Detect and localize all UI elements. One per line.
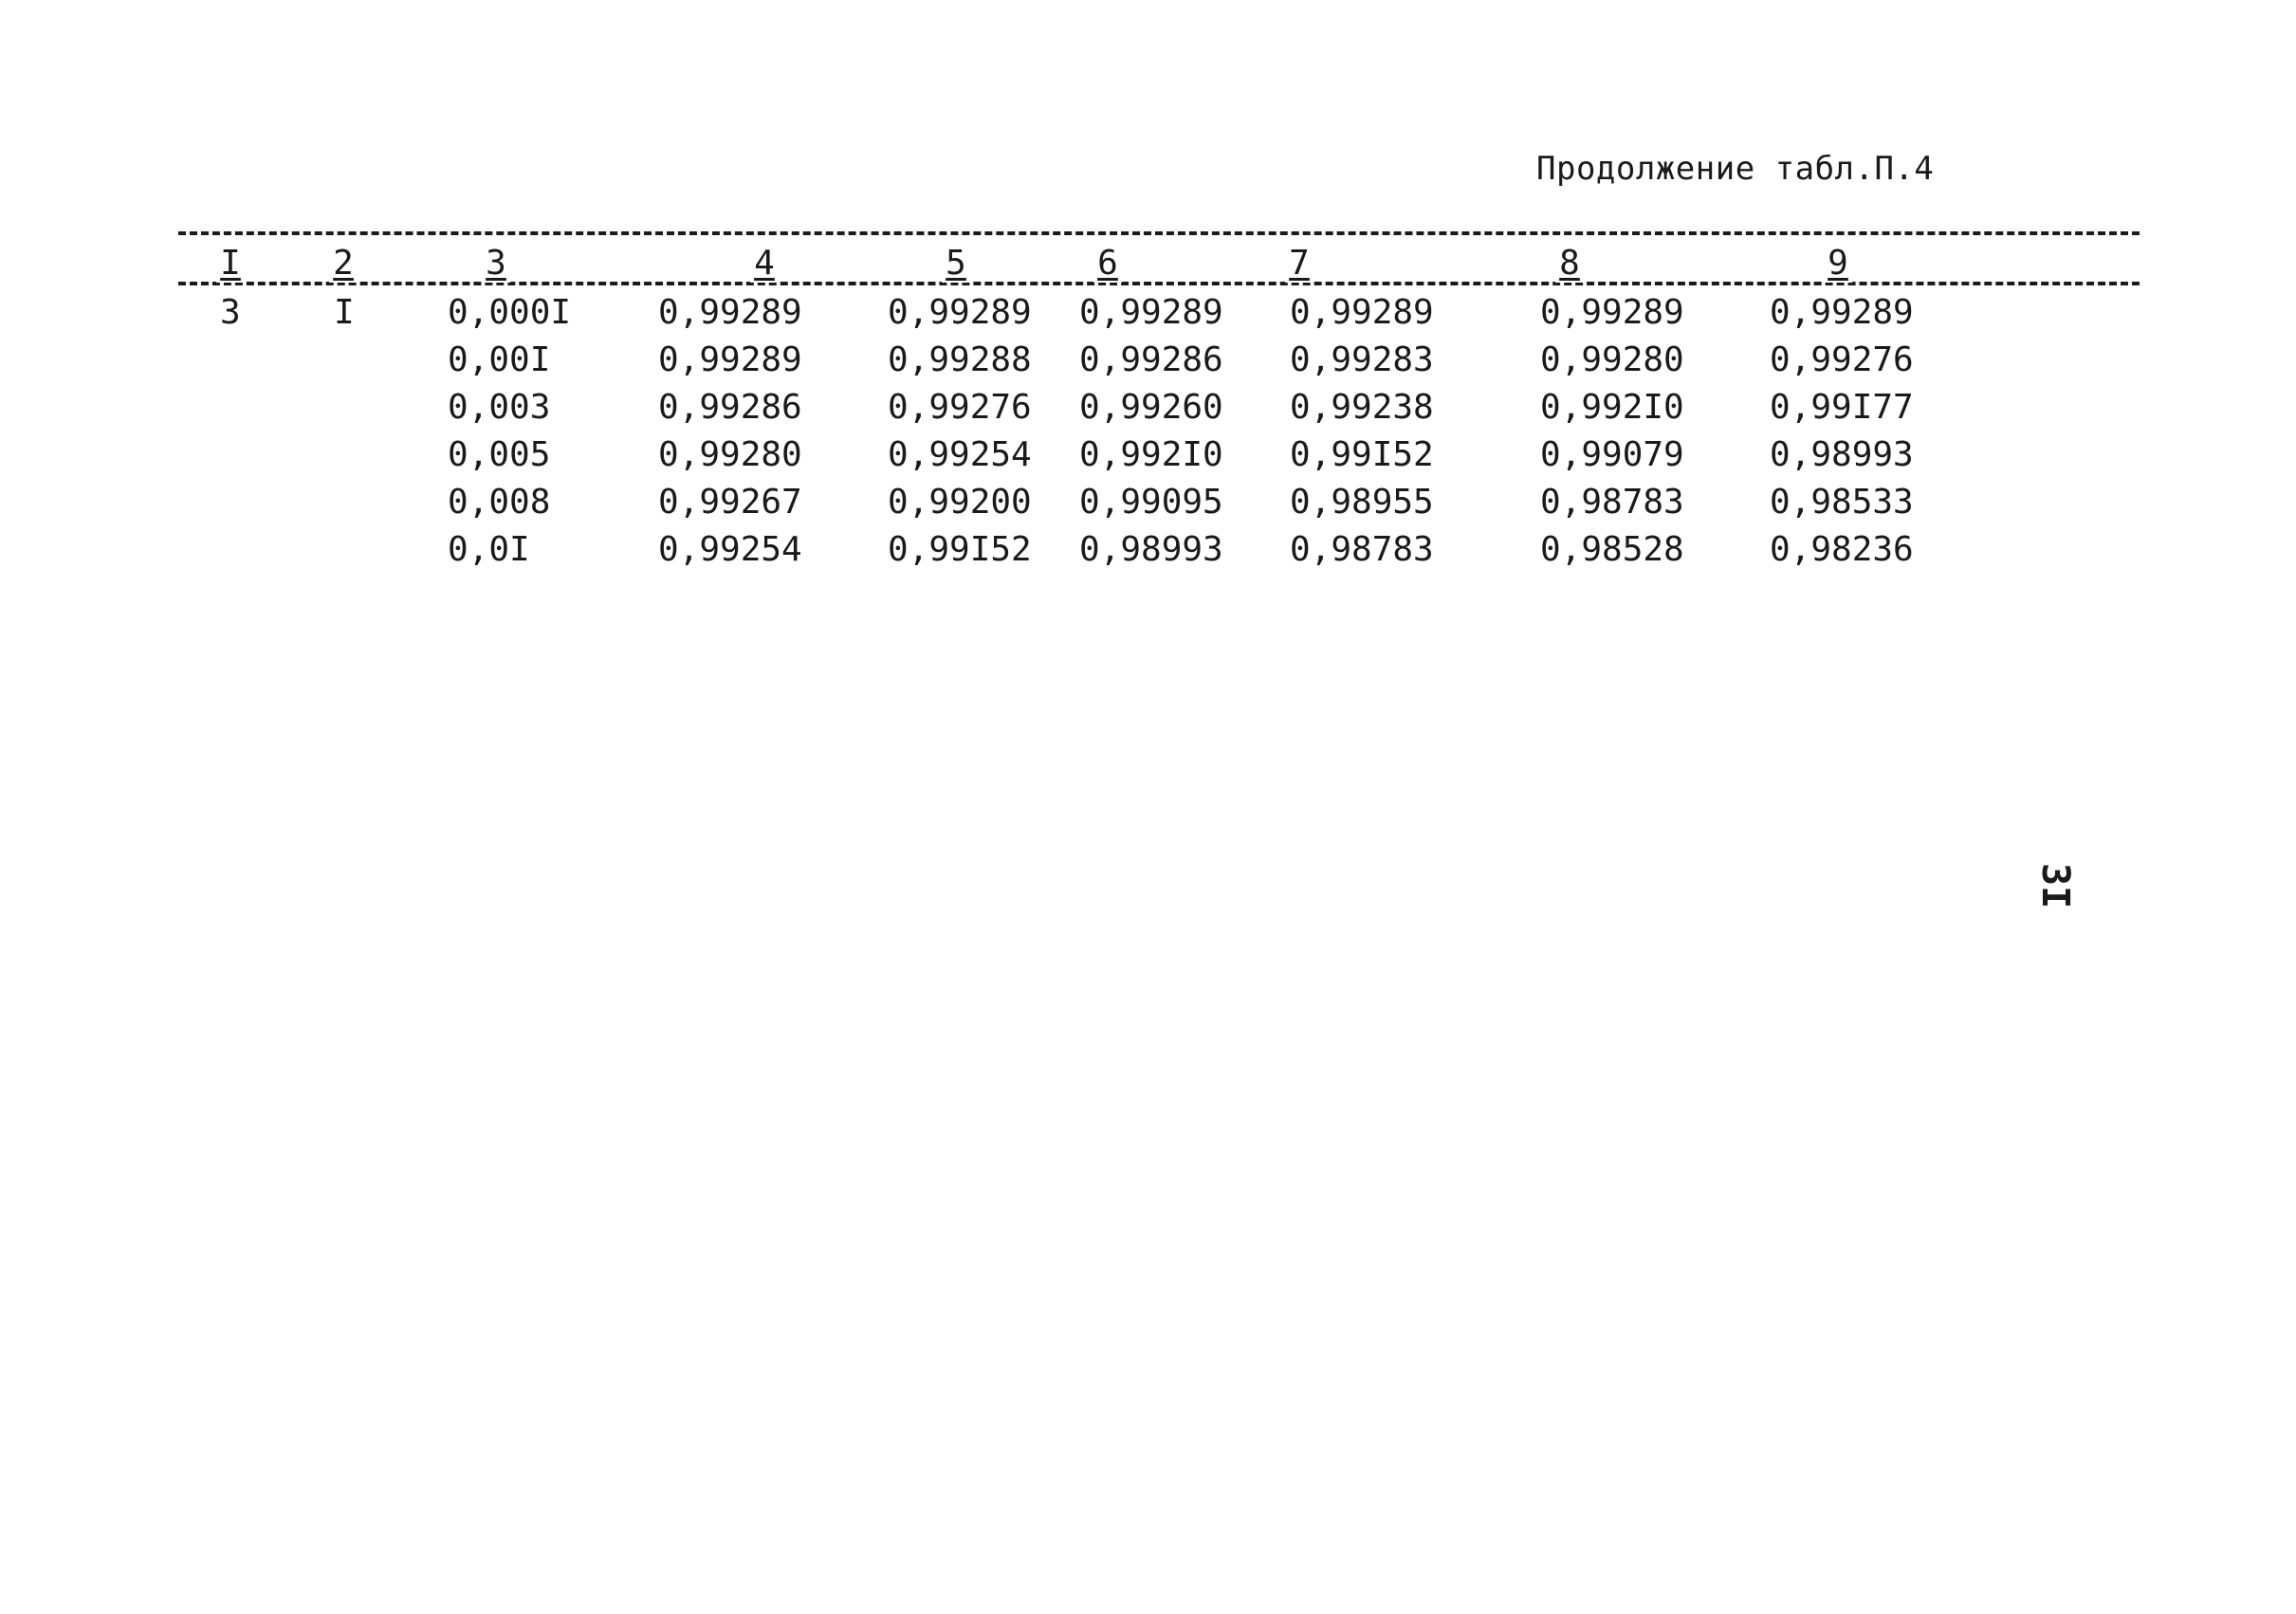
table-cell: 0,99289 [658, 340, 802, 379]
table-cell: 0,99238 [1290, 388, 1434, 427]
table-cell: 0,99095 [1079, 483, 1223, 522]
table-cell: 0,99I52 [888, 530, 1032, 569]
table-cell: 0,99I52 [1290, 435, 1434, 474]
table-cell: 0,00I [448, 340, 551, 379]
page-number: 3I [2033, 863, 2077, 909]
table-cell: 0,0I [448, 530, 530, 569]
table-cell: 0,99276 [888, 388, 1032, 427]
column-header-6: 6 [1093, 245, 1122, 283]
table-cell: 0,98993 [1770, 435, 1914, 474]
table-cell: 0,99289 [1290, 293, 1434, 332]
table-cell: 0,99286 [658, 388, 802, 427]
table-cell: 0,99280 [1540, 340, 1684, 379]
table-cell: 0,99289 [888, 293, 1032, 332]
table-cell: 0,99288 [888, 340, 1032, 379]
table-caption: Продолжение табл.П.4 [1536, 150, 1935, 188]
table-cell: 0,98528 [1540, 530, 1684, 569]
group-col-2: I [334, 293, 355, 332]
column-header-8: 8 [1555, 245, 1584, 283]
table-cell: 0,99267 [658, 483, 802, 522]
table-cell: 0,99280 [658, 435, 802, 474]
table-cell: 0,992I0 [1079, 435, 1223, 474]
column-header-3: 3 [482, 245, 510, 283]
table-cell: 0,98955 [1290, 483, 1434, 522]
table-cell: 0,98783 [1290, 530, 1434, 569]
group-col-1: 3 [220, 293, 241, 332]
table-cell: 0,98236 [1770, 530, 1914, 569]
table-cell: 0,98993 [1079, 530, 1223, 569]
table-cell: 0,99260 [1079, 388, 1223, 427]
table-cell: 0,003 [448, 388, 551, 427]
table-cell: 0,99276 [1770, 340, 1914, 379]
table-cell: 0,99289 [1770, 293, 1914, 332]
table-cell: 0,99289 [658, 293, 802, 332]
column-header-7: 7 [1285, 245, 1313, 283]
table-rule-top [178, 231, 2140, 235]
table-cell: 0,98533 [1770, 483, 1914, 522]
table-cell: 0,98783 [1540, 483, 1684, 522]
table-cell: 0,99286 [1079, 340, 1223, 379]
table-cell: 0,99289 [1079, 293, 1223, 332]
table-cell: 0,99200 [888, 483, 1032, 522]
table-cell: 0,99254 [658, 530, 802, 569]
column-header-2: 2 [329, 245, 358, 283]
table-cell: 0,992I0 [1540, 388, 1684, 427]
table-cell: 0,008 [448, 483, 551, 522]
table-cell: 0,99I77 [1770, 388, 1914, 427]
table-cell: 0,005 [448, 435, 551, 474]
table-cell: 0,000I [448, 293, 572, 332]
column-header-9: 9 [1824, 245, 1852, 283]
column-header-5: 5 [942, 245, 970, 283]
table-cell: 0,99254 [888, 435, 1032, 474]
column-header-4: 4 [750, 245, 779, 283]
table-cell: 0,99283 [1290, 340, 1434, 379]
table-cell: 0,99079 [1540, 435, 1684, 474]
table-cell: 0,99289 [1540, 293, 1684, 332]
column-header-1: I [216, 245, 245, 283]
